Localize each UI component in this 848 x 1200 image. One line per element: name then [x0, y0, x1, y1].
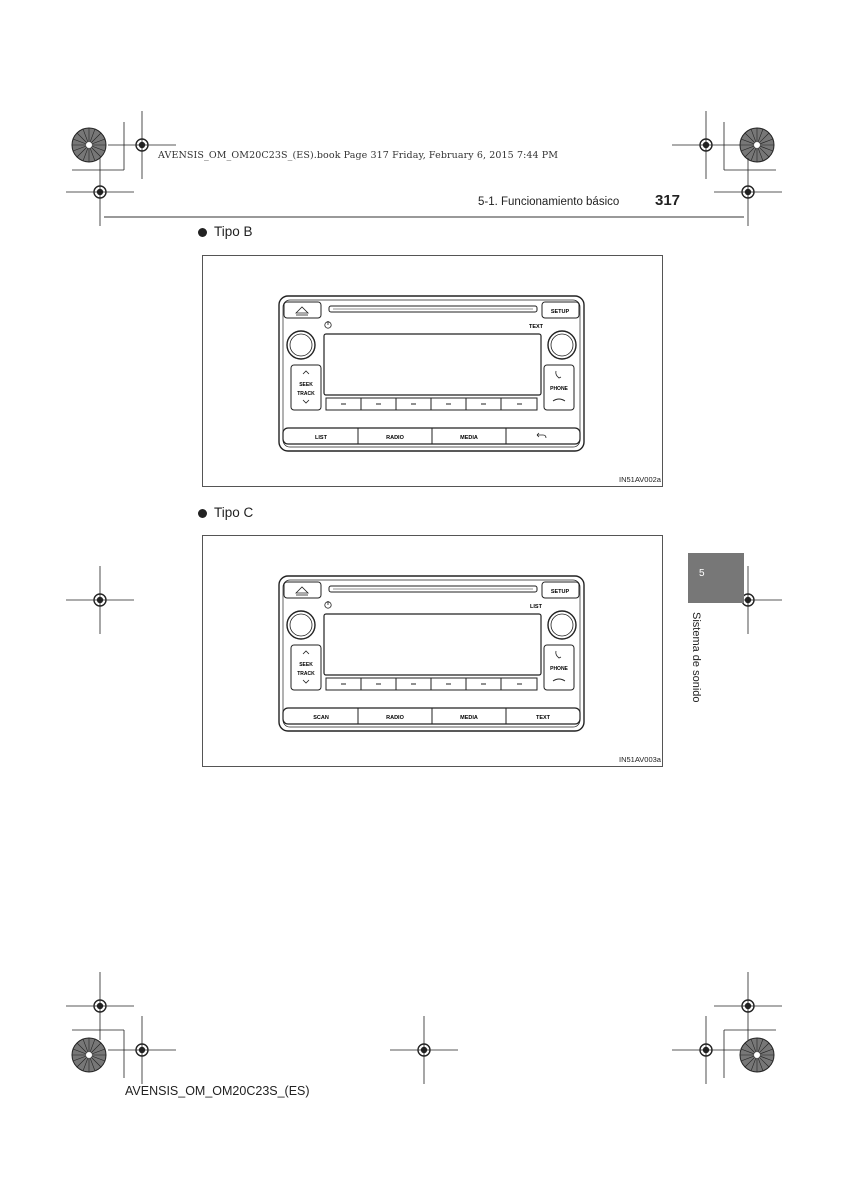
- chapter-number: 5: [699, 568, 705, 579]
- bullet-icon: [198, 509, 207, 518]
- text-button-label: TEXT: [535, 715, 551, 721]
- eject-button: [284, 582, 321, 598]
- track-label: TRACK: [297, 671, 315, 677]
- radio-button-label: RADIO: [386, 715, 404, 721]
- eject-button: [284, 302, 321, 318]
- media-button-label: MEDIA: [460, 435, 478, 441]
- seek-label: SEEK: [299, 662, 313, 668]
- page-number: 317: [655, 192, 681, 209]
- phone-label: PHONE: [550, 666, 568, 672]
- bullet-icon: [198, 228, 207, 237]
- radio-unit-tipo-b: [203, 256, 662, 486]
- figure-heading-tipo-b: Tipo B: [214, 224, 253, 239]
- preset-buttons: [326, 678, 537, 690]
- preset-buttons: [326, 398, 537, 410]
- figure-frame-tipo-c: [202, 535, 663, 767]
- volume-knob: [287, 611, 315, 639]
- list-button-label: LIST: [315, 435, 327, 441]
- radio-button-label: RADIO: [386, 435, 404, 441]
- display-screen: [324, 334, 541, 395]
- seek-label: SEEK: [299, 382, 313, 388]
- track-label: TRACK: [297, 391, 315, 397]
- phone-label: PHONE: [550, 386, 568, 392]
- tune-knob: [548, 331, 576, 359]
- figure-heading-tipo-c: Tipo C: [214, 505, 254, 520]
- chapter-label: Sistema de sonido: [690, 612, 702, 703]
- scan-button-label: SCAN: [313, 715, 329, 721]
- setup-label: SETUP: [550, 589, 570, 595]
- list-label: LIST: [530, 604, 542, 610]
- volume-knob: [287, 331, 315, 359]
- footer-text: AVENSIS_OM_OM20C23S_(ES): [125, 1084, 310, 1098]
- tune-knob: [548, 611, 576, 639]
- text-label: TEXT: [528, 324, 544, 330]
- file-header: AVENSIS_OM_OM20C23S_(ES).book Page 317 Friday, February 6, 2015 7:44 PM: [158, 150, 559, 161]
- radio-unit-tipo-c: [203, 536, 662, 766]
- media-button-label: MEDIA: [460, 715, 478, 721]
- figure-code-tipo-b: IN51AV002a: [619, 475, 661, 484]
- figure-frame-tipo-b: [202, 255, 663, 487]
- setup-label: SETUP: [550, 309, 570, 315]
- chapter-tab: [688, 553, 744, 603]
- figure-code-tipo-c: IN51AV003a: [619, 755, 661, 764]
- header-rule: [104, 216, 744, 218]
- section-title: 5-1. Funcionamiento básico: [478, 196, 620, 208]
- display-screen: [324, 614, 541, 675]
